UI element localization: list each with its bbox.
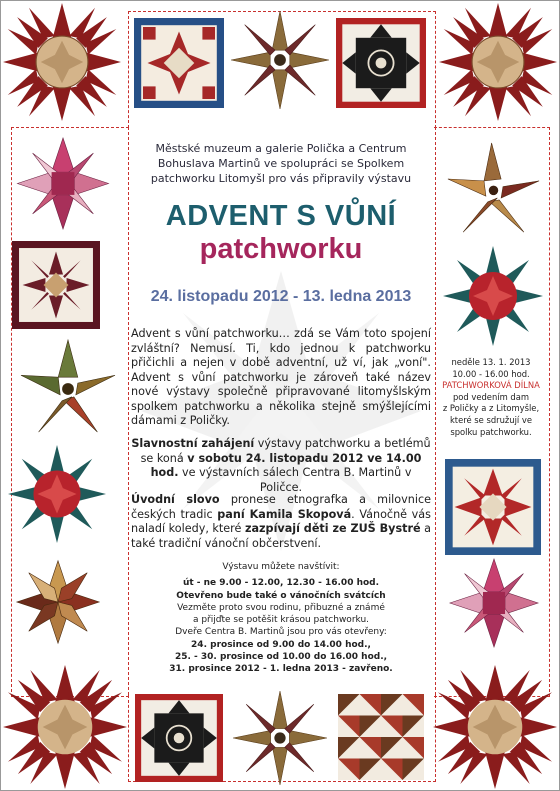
workshop-text-3: které se sdružují ve — [449, 414, 533, 425]
workshop-text-2: z Poličky a z Litomyšle, — [442, 403, 540, 414]
corner-star-bottom-right — [433, 665, 557, 789]
quilt-block-star-blue — [134, 18, 224, 108]
visit-invite-2: a přijďte se potěšit krásou patchworku. — [192, 615, 370, 626]
visit-info — [141, 561, 421, 676]
workshop-text-4: spolku patchworku. — [450, 426, 532, 437]
teal-red-star-right — [441, 246, 545, 346]
speech-bold-2: paní Kamila Skopová — [217, 507, 352, 521]
opening-bold-1: Slavnostní zahájení — [131, 437, 255, 450]
corner-star-bottom-left — [3, 665, 127, 789]
speech-text-1: pronese etnografka a milovnice českých tradic — [131, 493, 431, 521]
pink-patchwork-star — [13, 136, 113, 231]
quilt-block-brown-triangles — [337, 694, 425, 780]
speech-text-3: a také tradiční vánoční občerstvení. — [131, 522, 431, 550]
intro-line-3: patchworku Litomyšl pro vás připravily výstavu — [150, 172, 412, 185]
speech-paragraph — [131, 493, 431, 551]
opening-paragraph — [131, 437, 431, 495]
quilt-block-black-floral-bottom — [134, 694, 224, 782]
visit-invite-1: Vezměte proto svou rodinu, přibuzné a známé — [177, 602, 385, 613]
visit-hours: út - ne 9.00 - 12.00, 12.30 - 16.00 hod. — [182, 578, 380, 589]
speech-text-2: . Vánočně vás naladí koledy, které — [131, 507, 431, 535]
workshop-date: neděle 13. 1. 2013 — [451, 357, 531, 367]
workshop-name: PATCHWORKOVÁ DÍLNA — [442, 380, 540, 391]
intro-line-2: Bohuslava Martinů ve spolupráci se Spolkem — [157, 157, 405, 170]
visit-holidays: Otevřeno bude také o vánočních svátcích — [176, 590, 386, 601]
title-line-1: ADVENT S VŮNÍ — [165, 200, 397, 232]
opening-text-1: výstavy patchworku a betlémů se koná — [140, 437, 431, 465]
opening-bold-2: v sobotu 24. listopadu 2012 ve 14.00 hod. — [150, 451, 422, 479]
tan-fabric-star — [446, 141, 541, 236]
green-fabric-star — [19, 338, 117, 436]
exhibition-dates: 24. listopadu 2012 - 13. ledna 2013 — [150, 288, 412, 305]
pink-patchwork-star-right — [445, 557, 543, 649]
speech-bold-3: zazpívají děti ze ZUŠ Bystré — [244, 522, 421, 535]
corner-star-top-left — [3, 3, 121, 121]
teal-red-star-block — [8, 444, 106, 544]
quilt-block-blue-red-star — [445, 459, 541, 555]
fabric-star-bottom-center — [233, 691, 327, 785]
visit-centre: Dveře Centra B. Martinů jsou pro vás otevřeny: — [175, 627, 387, 638]
intro-line-1: Městské muzeum a galerie Polička a Centrum — [155, 142, 407, 155]
opening-text-2: ve výstavních sálech Centra B. Martinů v Poličce. — [178, 466, 412, 494]
fabric-star-top-center — [231, 11, 329, 109]
workshop-text-1: pod vedením dam — [452, 391, 530, 402]
title-line-2: patchworku — [199, 233, 363, 265]
quilt-block-black-floral — [336, 18, 426, 108]
workshop-note — [434, 357, 548, 438]
corner-star-top-right — [439, 3, 557, 121]
visit-heading: Výstavu můžete navštívit: — [222, 562, 340, 572]
visit-date-1: 24. prosince od 9.00 do 14.00 hod., — [191, 639, 371, 650]
quilt-block-maroon-star — [8, 241, 104, 329]
visit-date-2: 25. - 30. prosince od 10.00 do 16.00 hod., — [174, 652, 388, 663]
workshop-time: 10.00 - 16.00 hod. — [452, 368, 530, 379]
speech-bold-1: Úvodní slovo — [131, 493, 220, 506]
visit-date-3: 31. prosince 2012 - 1. ledna 2013 - zavřeno. — [169, 664, 393, 675]
description-paragraph: Advent s vůní patchworku… zdá se Vám toto spojení zvláštní? Nemusí. Ti, kdo jednou k patchworku přičichli a nejen v době adventní, už ví, jak „voní". Advent s vůní patchworku je zároveň také název nové výstavy společně připravované litomyšlským spolkem patchworku a několika stejně smýšlejícími dámami z Poličky. — [131, 327, 431, 427]
brown-pinwheel-star — [15, 557, 101, 647]
intro-text — [136, 141, 426, 186]
